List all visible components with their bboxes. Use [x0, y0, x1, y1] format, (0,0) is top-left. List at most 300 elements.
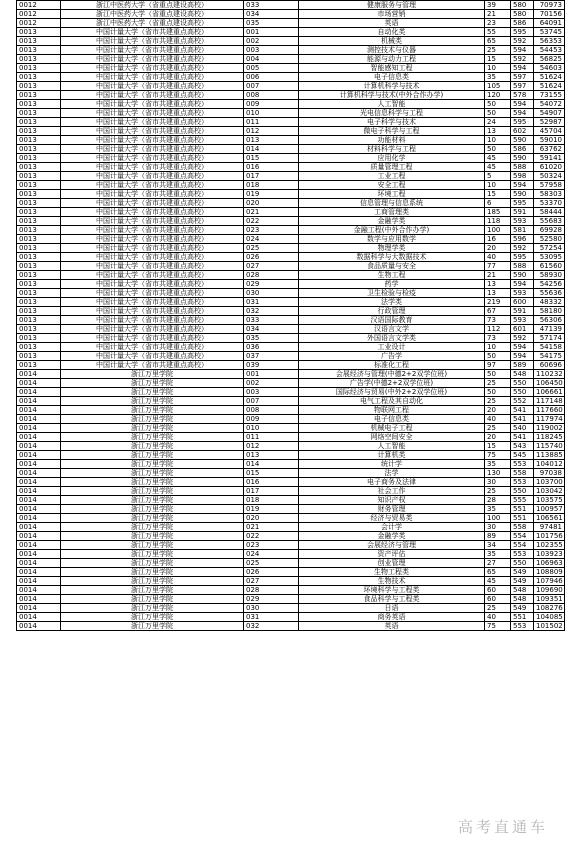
major-name-cell: 材料科学与工程: [299, 145, 485, 154]
major-name-cell: 财务管理: [299, 505, 485, 514]
table-row: [17, 253, 565, 262]
major-name-cell: 食品科学与工程类: [299, 595, 485, 604]
school-code-cell: 0013: [17, 217, 61, 226]
min-score-cell: 592: [511, 37, 534, 46]
school-name-cell: 浙江万里学院: [61, 451, 244, 460]
rank-cell: 54158: [534, 343, 565, 352]
school-name-cell: 中国计量大学（省市共建重点高校）: [61, 325, 244, 334]
table-row: [17, 100, 565, 109]
rank-cell: 58303: [534, 190, 565, 199]
major-code-cell: 031: [244, 298, 299, 307]
plan-count-cell: 25: [485, 424, 511, 433]
major-code-cell: 021: [244, 523, 299, 532]
table-row: [17, 91, 565, 100]
table-row: [17, 244, 565, 253]
major-code-cell: 001: [244, 28, 299, 37]
major-name-cell: 数据科学与大数据技术: [299, 253, 485, 262]
table-row: [17, 559, 565, 568]
table-row: [17, 424, 565, 433]
table-row: [17, 289, 565, 298]
plan-count-cell: 5: [485, 172, 511, 181]
rank-cell: 59141: [534, 154, 565, 163]
major-name-cell: 物理学类: [299, 244, 485, 253]
major-name-cell: 食品质量与安全: [299, 262, 485, 271]
rank-cell: 108809: [534, 568, 565, 577]
rank-cell: 54175: [534, 352, 565, 361]
plan-count-cell: 130: [485, 469, 511, 478]
major-code-cell: 032: [244, 307, 299, 316]
rank-cell: 118245: [534, 433, 565, 442]
school-name-cell: 浙江万里学院: [61, 379, 244, 388]
school-code-cell: 0013: [17, 28, 61, 37]
major-name-cell: 测控技术与仪器: [299, 46, 485, 55]
plan-count-cell: 50: [485, 100, 511, 109]
rank-cell: 115740: [534, 442, 565, 451]
school-code-cell: 0012: [17, 10, 61, 19]
rank-cell: 101502: [534, 622, 565, 631]
min-score-cell: 558: [511, 469, 534, 478]
school-name-cell: 中国计量大学（省市共建重点高校）: [61, 73, 244, 82]
major-name-cell: 汉语国际教育: [299, 316, 485, 325]
school-name-cell: 中国计量大学（省市共建重点高校）: [61, 307, 244, 316]
rank-cell: 54453: [534, 46, 565, 55]
major-name-cell: 生物工程类: [299, 568, 485, 577]
school-name-cell: 浙江中医药大学（省重点建设高校）: [61, 19, 244, 28]
major-name-cell: 质量管理工程: [299, 163, 485, 172]
school-name-cell: 浙江万里学院: [61, 415, 244, 424]
major-name-cell: 日语: [299, 604, 485, 613]
table-row: [17, 28, 565, 37]
min-score-cell: 588: [511, 262, 534, 271]
school-name-cell: 浙江万里学院: [61, 433, 244, 442]
table-row: [17, 262, 565, 271]
major-code-cell: 027: [244, 262, 299, 271]
major-name-cell: 会计学: [299, 523, 485, 532]
major-name-cell: 汉语言文学: [299, 325, 485, 334]
min-score-cell: 601: [511, 325, 534, 334]
school-code-cell: 0013: [17, 262, 61, 271]
school-code-cell: 0013: [17, 316, 61, 325]
school-code-cell: 0013: [17, 244, 61, 253]
major-name-cell: 标准化工程: [299, 361, 485, 370]
major-code-cell: 011: [244, 118, 299, 127]
min-score-cell: 550: [511, 487, 534, 496]
plan-count-cell: 16: [485, 235, 511, 244]
rank-cell: 58180: [534, 307, 565, 316]
school-code-cell: 0013: [17, 298, 61, 307]
major-name-cell: 广告学: [299, 352, 485, 361]
plan-count-cell: 55: [485, 28, 511, 37]
plan-count-cell: 60: [485, 595, 511, 604]
major-name-cell: 人工智能: [299, 100, 485, 109]
min-score-cell: 594: [511, 280, 534, 289]
table-row: [17, 127, 565, 136]
major-code-cell: 023: [244, 226, 299, 235]
rank-cell: 103923: [534, 550, 565, 559]
min-score-cell: 590: [511, 154, 534, 163]
major-code-cell: 019: [244, 505, 299, 514]
plan-count-cell: 25: [485, 397, 511, 406]
school-name-cell: 中国计量大学（省市共建重点高校）: [61, 271, 244, 280]
major-name-cell: 法学: [299, 469, 485, 478]
major-name-cell: 健康服务与管理: [299, 1, 485, 10]
rank-cell: 53095: [534, 253, 565, 262]
school-code-cell: 0013: [17, 289, 61, 298]
school-code-cell: 0014: [17, 559, 61, 568]
rank-cell: 54907: [534, 109, 565, 118]
school-name-cell: 浙江万里学院: [61, 460, 244, 469]
plan-count-cell: 15: [485, 442, 511, 451]
major-name-cell: 电子科学与技术: [299, 118, 485, 127]
plan-count-cell: 50: [485, 352, 511, 361]
major-code-cell: 003: [244, 388, 299, 397]
rank-cell: 119002: [534, 424, 565, 433]
table-row: [17, 280, 565, 289]
rank-cell: 45704: [534, 127, 565, 136]
major-name-cell: 市场营销: [299, 10, 485, 19]
major-name-cell: 环境科学与工程类: [299, 586, 485, 595]
school-name-cell: 浙江万里学院: [61, 577, 244, 586]
school-name-cell: 中国计量大学（省市共建重点高校）: [61, 46, 244, 55]
plan-count-cell: 65: [485, 37, 511, 46]
rank-cell: 107946: [534, 577, 565, 586]
school-name-cell: 浙江万里学院: [61, 469, 244, 478]
plan-count-cell: 15: [485, 190, 511, 199]
school-code-cell: 0014: [17, 541, 61, 550]
school-code-cell: 0014: [17, 415, 61, 424]
plan-count-cell: 35: [485, 73, 511, 82]
school-code-cell: 0013: [17, 37, 61, 46]
table-row: [17, 145, 565, 154]
major-name-cell: 创业管理: [299, 559, 485, 568]
major-code-cell: 021: [244, 208, 299, 217]
major-code-cell: 016: [244, 163, 299, 172]
rank-cell: 52987: [534, 118, 565, 127]
rank-cell: 103700: [534, 478, 565, 487]
major-code-cell: 018: [244, 496, 299, 505]
major-name-cell: 生物技术: [299, 577, 485, 586]
major-code-cell: 025: [244, 244, 299, 253]
major-code-cell: 007: [244, 82, 299, 91]
major-code-cell: 022: [244, 217, 299, 226]
rank-cell: 106561: [534, 514, 565, 523]
min-score-cell: 589: [511, 361, 534, 370]
school-name-cell: 中国计量大学（省市共建重点高校）: [61, 334, 244, 343]
min-score-cell: 543: [511, 442, 534, 451]
school-name-cell: 中国计量大学（省市共建重点高校）: [61, 217, 244, 226]
min-score-cell: 592: [511, 55, 534, 64]
school-name-cell: 中国计量大学（省市共建重点高校）: [61, 226, 244, 235]
school-name-cell: 中国计量大学（省市共建重点高校）: [61, 37, 244, 46]
rank-cell: 117974: [534, 415, 565, 424]
major-name-cell: 工商管理类: [299, 208, 485, 217]
major-code-cell: 004: [244, 55, 299, 64]
major-code-cell: 035: [244, 334, 299, 343]
rank-cell: 61560: [534, 262, 565, 271]
min-score-cell: 541: [511, 415, 534, 424]
table-row: [17, 550, 565, 559]
rank-cell: 70156: [534, 10, 565, 19]
min-score-cell: 554: [511, 541, 534, 550]
major-code-cell: 039: [244, 361, 299, 370]
table-row: [17, 190, 565, 199]
school-code-cell: 0013: [17, 163, 61, 172]
rank-cell: 97038: [534, 469, 565, 478]
table-row: [17, 154, 565, 163]
table-row: [17, 613, 565, 622]
school-name-cell: 浙江万里学院: [61, 370, 244, 379]
school-code-cell: 0013: [17, 190, 61, 199]
plan-count-cell: 28: [485, 496, 511, 505]
major-name-cell: 广告学(中德2+2双学位班): [299, 379, 485, 388]
rank-cell: 58444: [534, 208, 565, 217]
table-row: [17, 10, 565, 19]
major-code-cell: 025: [244, 559, 299, 568]
plan-count-cell: 15: [485, 55, 511, 64]
rank-cell: 55636: [534, 289, 565, 298]
rank-cell: 70973: [534, 1, 565, 10]
plan-count-cell: 25: [485, 604, 511, 613]
major-name-cell: 功能材料: [299, 136, 485, 145]
school-name-cell: 中国计量大学（省市共建重点高校）: [61, 289, 244, 298]
school-code-cell: 0014: [17, 433, 61, 442]
plan-count-cell: 50: [485, 145, 511, 154]
min-score-cell: 600: [511, 298, 534, 307]
rank-cell: 104012: [534, 460, 565, 469]
rank-cell: 54072: [534, 100, 565, 109]
school-code-cell: 0014: [17, 487, 61, 496]
major-code-cell: 009: [244, 100, 299, 109]
plan-count-cell: 25: [485, 46, 511, 55]
school-code-cell: 0013: [17, 235, 61, 244]
min-score-cell: 548: [511, 595, 534, 604]
table-row: [17, 604, 565, 613]
min-score-cell: 550: [511, 388, 534, 397]
major-code-cell: 037: [244, 352, 299, 361]
plan-count-cell: 45: [485, 154, 511, 163]
school-code-cell: 0013: [17, 271, 61, 280]
min-score-cell: 549: [511, 604, 534, 613]
major-name-cell: 国际经济与贸易(中外2+2双学位班): [299, 388, 485, 397]
major-name-cell: 金融学类: [299, 532, 485, 541]
table-row: [17, 406, 565, 415]
plan-count-cell: 24: [485, 118, 511, 127]
table-row: [17, 622, 565, 631]
admission-score-table: [16, 0, 564, 631]
plan-count-cell: 10: [485, 181, 511, 190]
school-name-cell: 中国计量大学（省市共建重点高校）: [61, 235, 244, 244]
plan-count-cell: 13: [485, 127, 511, 136]
major-name-cell: 知识产权: [299, 496, 485, 505]
min-score-cell: 591: [511, 208, 534, 217]
table-row: [17, 37, 565, 46]
school-name-cell: 浙江万里学院: [61, 595, 244, 604]
table-row: [17, 325, 565, 334]
rank-cell: 56306: [534, 316, 565, 325]
major-code-cell: 024: [244, 235, 299, 244]
plan-count-cell: 118: [485, 217, 511, 226]
major-name-cell: 卫生检验与检疫: [299, 289, 485, 298]
major-code-cell: 008: [244, 91, 299, 100]
rank-cell: 104085: [534, 613, 565, 622]
school-name-cell: 中国计量大学（省市共建重点高校）: [61, 109, 244, 118]
rank-cell: 97481: [534, 523, 565, 532]
school-name-cell: 中国计量大学（省市共建重点高校）: [61, 352, 244, 361]
school-code-cell: 0013: [17, 334, 61, 343]
major-name-cell: 经济与贸易类: [299, 514, 485, 523]
major-name-cell: 安全工程: [299, 181, 485, 190]
table-row: [17, 271, 565, 280]
school-name-cell: 中国计量大学（省市共建重点高校）: [61, 172, 244, 181]
rank-cell: 100957: [534, 505, 565, 514]
major-code-cell: 028: [244, 271, 299, 280]
major-name-cell: 数学与应用数学: [299, 235, 485, 244]
major-code-cell: 013: [244, 451, 299, 460]
min-score-cell: 594: [511, 100, 534, 109]
major-code-cell: 030: [244, 604, 299, 613]
rank-cell: 108276: [534, 604, 565, 613]
rank-cell: 47139: [534, 325, 565, 334]
table-row: [17, 568, 565, 577]
min-score-cell: 593: [511, 289, 534, 298]
school-name-cell: 中国计量大学（省市共建重点高校）: [61, 280, 244, 289]
min-score-cell: 580: [511, 1, 534, 10]
school-code-cell: 0014: [17, 505, 61, 514]
major-code-cell: 002: [244, 379, 299, 388]
plan-count-cell: 60: [485, 586, 511, 595]
plan-count-cell: 13: [485, 289, 511, 298]
rank-cell: 56353: [534, 37, 565, 46]
table-body: [17, 1, 565, 631]
school-code-cell: 0013: [17, 307, 61, 316]
table-row: [17, 172, 565, 181]
plan-count-cell: 21: [485, 10, 511, 19]
table-row: [17, 226, 565, 235]
plan-count-cell: 73: [485, 316, 511, 325]
min-score-cell: 597: [511, 82, 534, 91]
min-score-cell: 594: [511, 352, 534, 361]
school-name-cell: 中国计量大学（省市共建重点高校）: [61, 199, 244, 208]
score-table: [16, 0, 565, 631]
school-code-cell: 0014: [17, 613, 61, 622]
table-row: [17, 46, 565, 55]
table-row: [17, 334, 565, 343]
school-code-cell: 0013: [17, 208, 61, 217]
school-code-cell: 0013: [17, 127, 61, 136]
rank-cell: 103042: [534, 487, 565, 496]
table-row: [17, 352, 565, 361]
min-score-cell: 594: [511, 64, 534, 73]
plan-count-cell: 10: [485, 343, 511, 352]
school-name-cell: 浙江万里学院: [61, 622, 244, 631]
rank-cell: 109351: [534, 595, 565, 604]
major-code-cell: 009: [244, 415, 299, 424]
school-name-cell: 中国计量大学（省市共建重点高校）: [61, 361, 244, 370]
min-score-cell: 590: [511, 271, 534, 280]
rank-cell: 52580: [534, 235, 565, 244]
school-name-cell: 浙江万里学院: [61, 397, 244, 406]
min-score-cell: 553: [511, 478, 534, 487]
school-name-cell: 浙江万里学院: [61, 442, 244, 451]
min-score-cell: 551: [511, 514, 534, 523]
table-row: [17, 505, 565, 514]
major-name-cell: 资产评估: [299, 550, 485, 559]
rank-cell: 109690: [534, 586, 565, 595]
major-name-cell: 机械电子工程: [299, 424, 485, 433]
school-name-cell: 中国计量大学（省市共建重点高校）: [61, 100, 244, 109]
major-code-cell: 029: [244, 280, 299, 289]
major-code-cell: 034: [244, 325, 299, 334]
major-name-cell: 计算机类: [299, 451, 485, 460]
major-name-cell: 英语: [299, 19, 485, 28]
major-code-cell: 006: [244, 73, 299, 82]
major-name-cell: 英语: [299, 622, 485, 631]
plan-count-cell: 40: [485, 613, 511, 622]
min-score-cell: 595: [511, 118, 534, 127]
school-code-cell: 0013: [17, 226, 61, 235]
school-code-cell: 0014: [17, 595, 61, 604]
major-name-cell: 智能感知工程: [299, 64, 485, 73]
major-name-cell: 统计学: [299, 460, 485, 469]
plan-count-cell: 30: [485, 523, 511, 532]
plan-count-cell: 185: [485, 208, 511, 217]
major-name-cell: 社会工作: [299, 487, 485, 496]
rank-cell: 63762: [534, 145, 565, 154]
table-row: [17, 82, 565, 91]
table-row: [17, 433, 565, 442]
plan-count-cell: 40: [485, 415, 511, 424]
plan-count-cell: 50: [485, 388, 511, 397]
school-code-cell: 0013: [17, 343, 61, 352]
major-name-cell: 生物工程: [299, 271, 485, 280]
major-name-cell: 应用化学: [299, 154, 485, 163]
school-code-cell: 0014: [17, 622, 61, 631]
school-code-cell: 0013: [17, 145, 61, 154]
school-name-cell: 浙江万里学院: [61, 523, 244, 532]
major-name-cell: 会展经济与管理(中德2+2双学位班): [299, 370, 485, 379]
school-name-cell: 浙江万里学院: [61, 406, 244, 415]
plan-count-cell: 13: [485, 280, 511, 289]
school-name-cell: 中国计量大学（省市共建重点高校）: [61, 181, 244, 190]
school-code-cell: 0014: [17, 496, 61, 505]
table-row: [17, 388, 565, 397]
school-name-cell: 浙江万里学院: [61, 496, 244, 505]
major-name-cell: 环境工程: [299, 190, 485, 199]
school-code-cell: 0014: [17, 469, 61, 478]
table-row: [17, 64, 565, 73]
table-row: [17, 109, 565, 118]
plan-count-cell: 100: [485, 514, 511, 523]
rank-cell: 55683: [534, 217, 565, 226]
major-code-cell: 033: [244, 1, 299, 10]
school-name-cell: 中国计量大学（省市共建重点高校）: [61, 118, 244, 127]
major-code-cell: 020: [244, 514, 299, 523]
plan-count-cell: 23: [485, 19, 511, 28]
min-score-cell: 595: [511, 199, 534, 208]
school-code-cell: 0014: [17, 379, 61, 388]
rank-cell: 54256: [534, 280, 565, 289]
major-code-cell: 032: [244, 622, 299, 631]
min-score-cell: 591: [511, 307, 534, 316]
table-row: [17, 460, 565, 469]
school-name-cell: 浙江万里学院: [61, 541, 244, 550]
plan-count-cell: 10: [485, 136, 511, 145]
major-code-cell: 023: [244, 541, 299, 550]
major-code-cell: 034: [244, 10, 299, 19]
plan-count-cell: 89: [485, 532, 511, 541]
min-score-cell: 549: [511, 577, 534, 586]
school-name-cell: 浙江中医药大学（省重点建设高校）: [61, 10, 244, 19]
